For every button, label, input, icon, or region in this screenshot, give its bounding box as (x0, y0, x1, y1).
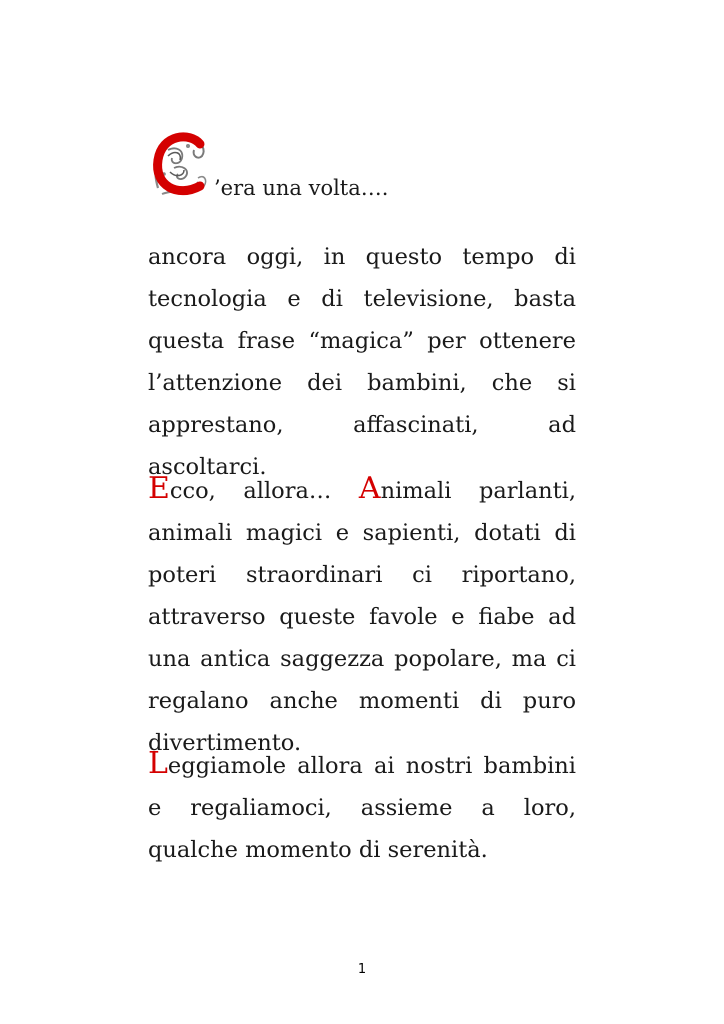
opening-line (148, 128, 588, 208)
paragraph-2-text: nimali parlanti, animali magici e sapienti, dotati di poteri straordinari ci riportano, attraverso queste favole e fiabe ad una antica saggezza popolare, ma ci regalano anche momenti di puro divertimento. (148, 478, 577, 756)
paragraph-1 (148, 236, 576, 488)
paragraph-3-text: eggiamole allora ai nostri bambini e regaliamoci, assieme a loro, qualche momento di serenità. (148, 753, 576, 863)
ornament-initial-icon (148, 128, 212, 200)
paragraph-3 (148, 745, 576, 871)
paragraph-2 (148, 470, 576, 764)
opening-text: ’era una volta…. (214, 176, 389, 200)
drop-cap-a: A (358, 471, 381, 506)
illuminated-initial (148, 128, 212, 200)
drop-cap-l: L (148, 746, 168, 781)
paragraph-2-lead: cco, allora… (169, 478, 359, 504)
drop-cap-e: E (148, 471, 170, 506)
page-number: 1 (357, 962, 367, 977)
paragraph-1-text: ancora oggi, in questo tempo di tecnologia e di televisione, basta questa frase “magica” per ottenere l’attenzione dei bambini, che si apprestano, affascinati, ad ascoltarci. (148, 244, 576, 480)
